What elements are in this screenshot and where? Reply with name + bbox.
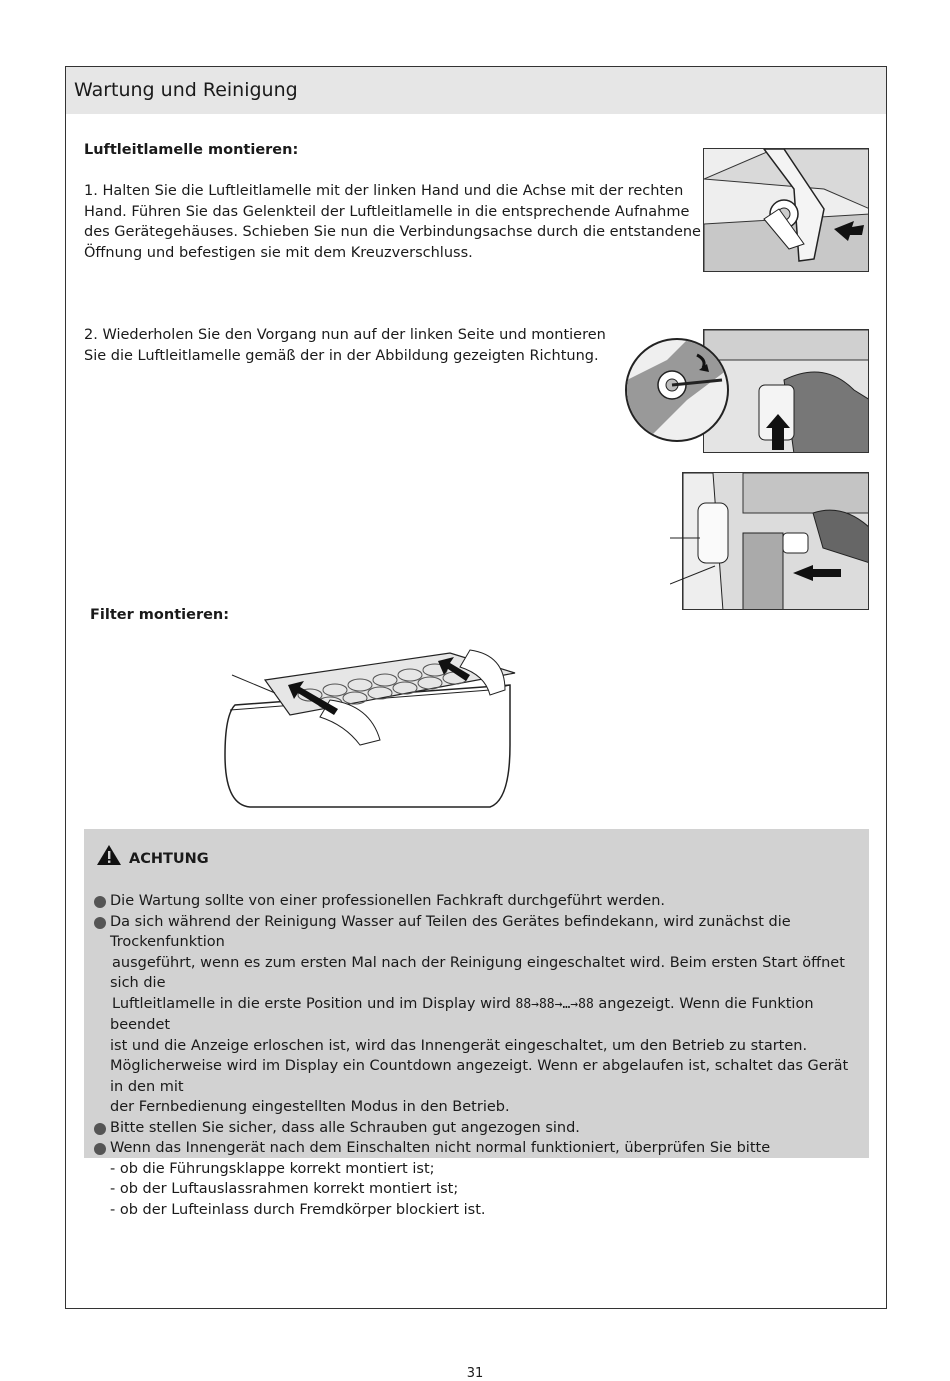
step1-line: des Gerätegehäuses. Schieben Sie nun die Verbindungsachse durch die entstandene	[84, 224, 701, 240]
step2-text	[84, 325, 606, 366]
warning-item: Die Wartung sollte von einer professionellen Fachkraft durchgeführt werden.	[94, 891, 864, 912]
step1-line: Öffnung und befestigen sie mit dem Kreuzverschluss.	[84, 244, 473, 261]
step2-line: 2. Wiederholen Sie den Vorgang nun auf der linken Seite und montieren	[84, 327, 606, 343]
bullet-icon	[94, 917, 106, 929]
warning-item: Bitte stellen Sie sicher, dass alle Schrauben gut angezogen sind.	[94, 1118, 864, 1139]
page-title: Wartung und Reinigung	[74, 79, 298, 101]
step1-line: Hand. Führen Sie das Gelenkteil der Luftleitlamelle in die entsprechende Aufnahme	[84, 203, 690, 220]
warning-box	[84, 829, 869, 1218]
figure-filter-install	[220, 645, 520, 810]
figure-louver-detail-circle	[625, 338, 729, 442]
section-header	[66, 67, 886, 114]
figure-louver-right	[703, 148, 869, 272]
warning-list	[94, 891, 864, 1220]
step1-line: 1. Halten Sie die Luftleitlamelle mit der linken Hand und die Achse mit der rechten	[84, 183, 684, 199]
bullet-icon	[94, 1123, 106, 1135]
check-item: - ob der Luftauslassrahmen korrekt montiert ist;	[110, 1181, 459, 1197]
check-item: - ob der Lufteinlass durch Fremdkörper blockiert ist.	[110, 1201, 486, 1218]
warning-item: Wenn das Innengerät nach dem Einschalten nicht normal funktioniert, überprüfen Sie bitte	[94, 1138, 864, 1159]
step2-line: Sie die Luftleitlamelle gemäß der in der Abbildung gezeigten Richtung.	[84, 347, 599, 364]
step1-text	[84, 181, 701, 263]
bullet-icon	[94, 896, 106, 908]
heading-louver: Luftleitlamelle montieren:	[84, 142, 299, 158]
page-number: 31	[466, 1366, 484, 1381]
display-code: 88→88→…→88	[515, 996, 594, 1012]
callout-lines	[670, 530, 720, 586]
heading-filter: Filter montieren:	[90, 607, 230, 623]
bullet-icon	[94, 1143, 106, 1155]
check-item: - ob die Führungsklappe korrekt montiert ist;	[110, 1160, 435, 1177]
warning-title: ACHTUNG	[129, 851, 209, 867]
warning-item: Da sich während der Reinigung Wasser auf Teilen des Gerätes befindekann, wird zunächst die Trockenfunktion ausgeführt, wenn es zum ersten Mal nach der Reinigung eingeschaltet wird. Beim ersten Start öffnet sich die Luftleitlamelle in die erste Position und im Display wird 88→88→…→88 angezeigt. Wenn die Funktion beendet ist und die Anzeige erloschen ist, wird das Innengerät eingeschaltet, um den Betrieb zu starten. Möglicherweise wird im Display ein Countdown angezeigt. Wenn er abgelaufen ist, schaltet das Gerät in den mit der Fernbedienung eingestellten Modus in den Betrieb.	[94, 912, 864, 1118]
warning-icon	[96, 844, 122, 866]
